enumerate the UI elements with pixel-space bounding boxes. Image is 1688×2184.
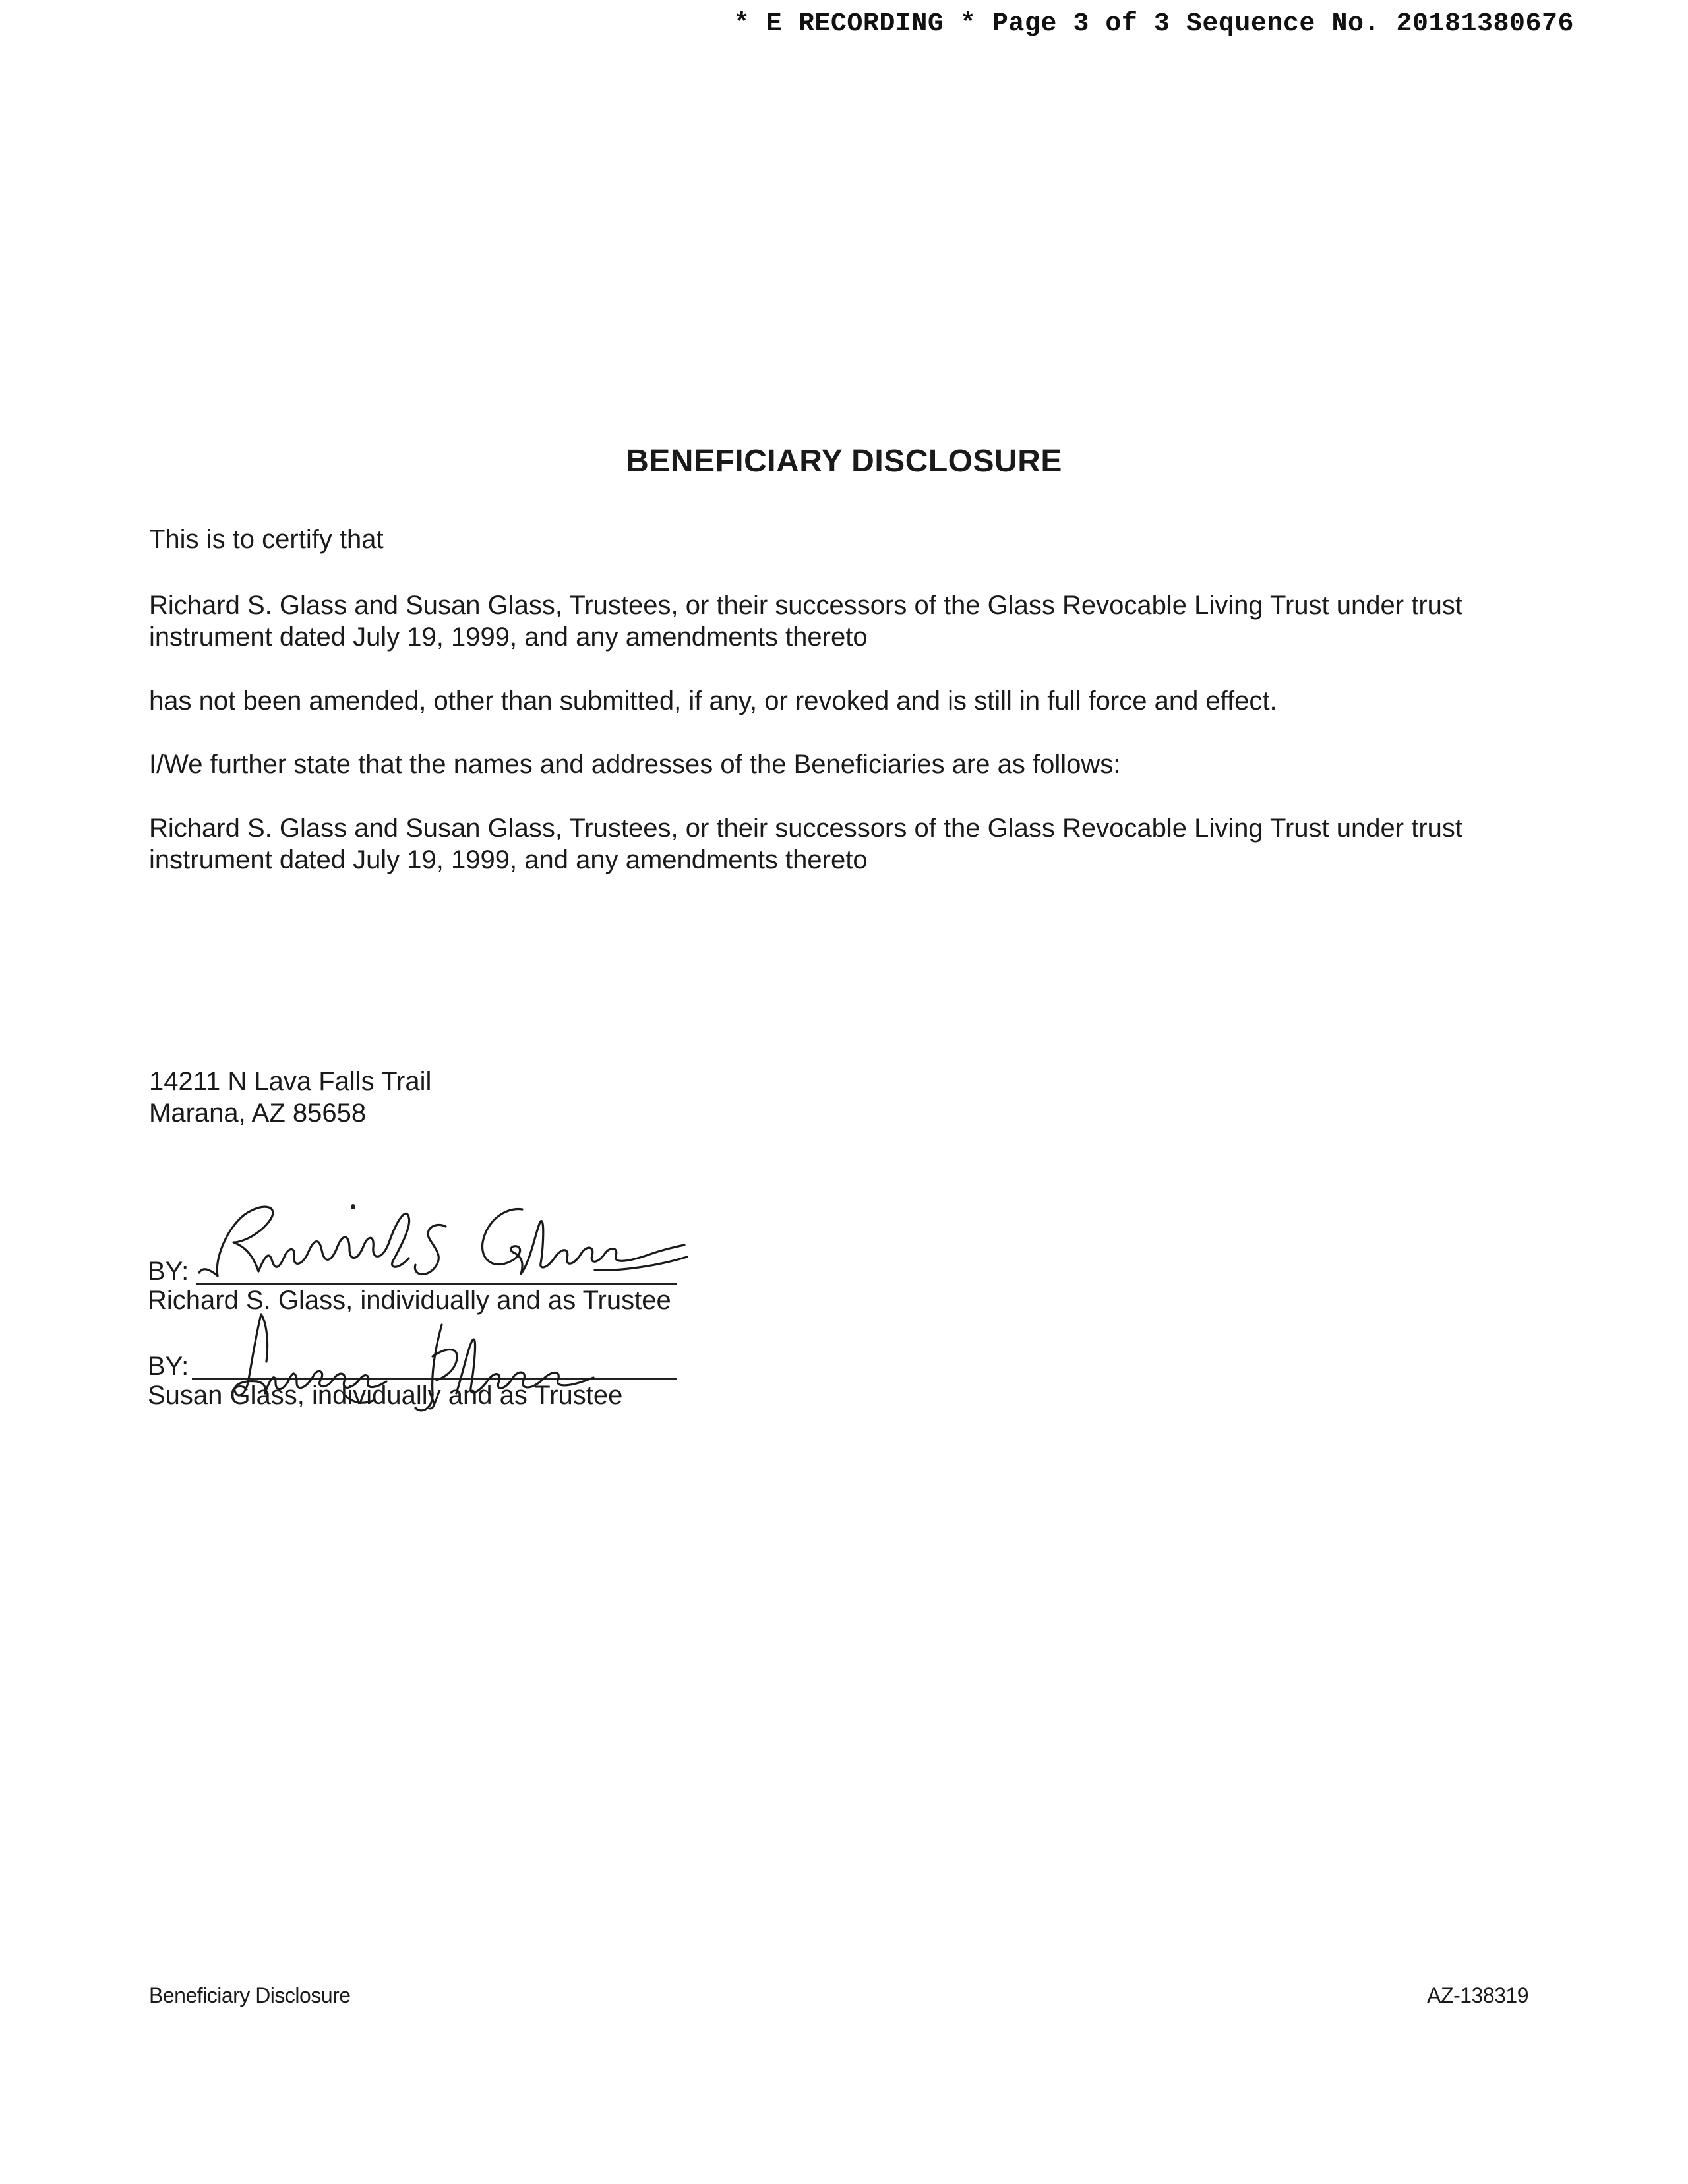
footer-document-id: AZ-138319 [1427,1984,1528,2007]
address-line-2: Marana, AZ 85658 [149,1099,367,1128]
stray-mark [351,1204,355,1209]
signer-caption: Richard S. Glass, individually and as Trustee [148,1286,671,1315]
status-statement: has not been amended, other than submitted, if any, or revoked and is still in full force and effect. [149,686,1277,715]
footer-document-name: Beneficiary Disclosure [149,1984,351,2007]
beneficiaries-statement: I/We further state that the names and addresses of the Beneficiaries are as follows: [149,750,1121,779]
signature-richard [191,1187,692,1292]
recording-stamp: * E RECORDING * Page 3 of 3 Sequence No. 20181380676 [733,9,1574,39]
trust-clause-1: Richard S. Glass and Susan Glass, Trustees, or their successors of the Glass Revocable Living Trust under trust instrument dated July 19, 1999, and any amendments thereto [149,591,1462,652]
trust-clause-2: Richard S. Glass and Susan Glass, Trustees, or their successors of the Glass Revocable Living Trust under trust instrument dated July 19, 1999, and any amendments thereto [149,814,1462,874]
by-label: BY: [148,1352,189,1381]
intro-text: This is to certify that [149,525,384,554]
document-title: BENEFICIARY DISCLOSURE [626,444,1062,479]
address-line-1: 14211 N Lava Falls Trail [149,1067,432,1096]
signer-caption: Susan Glass, individually and as Trustee [148,1381,623,1410]
by-label: BY: [148,1257,189,1286]
